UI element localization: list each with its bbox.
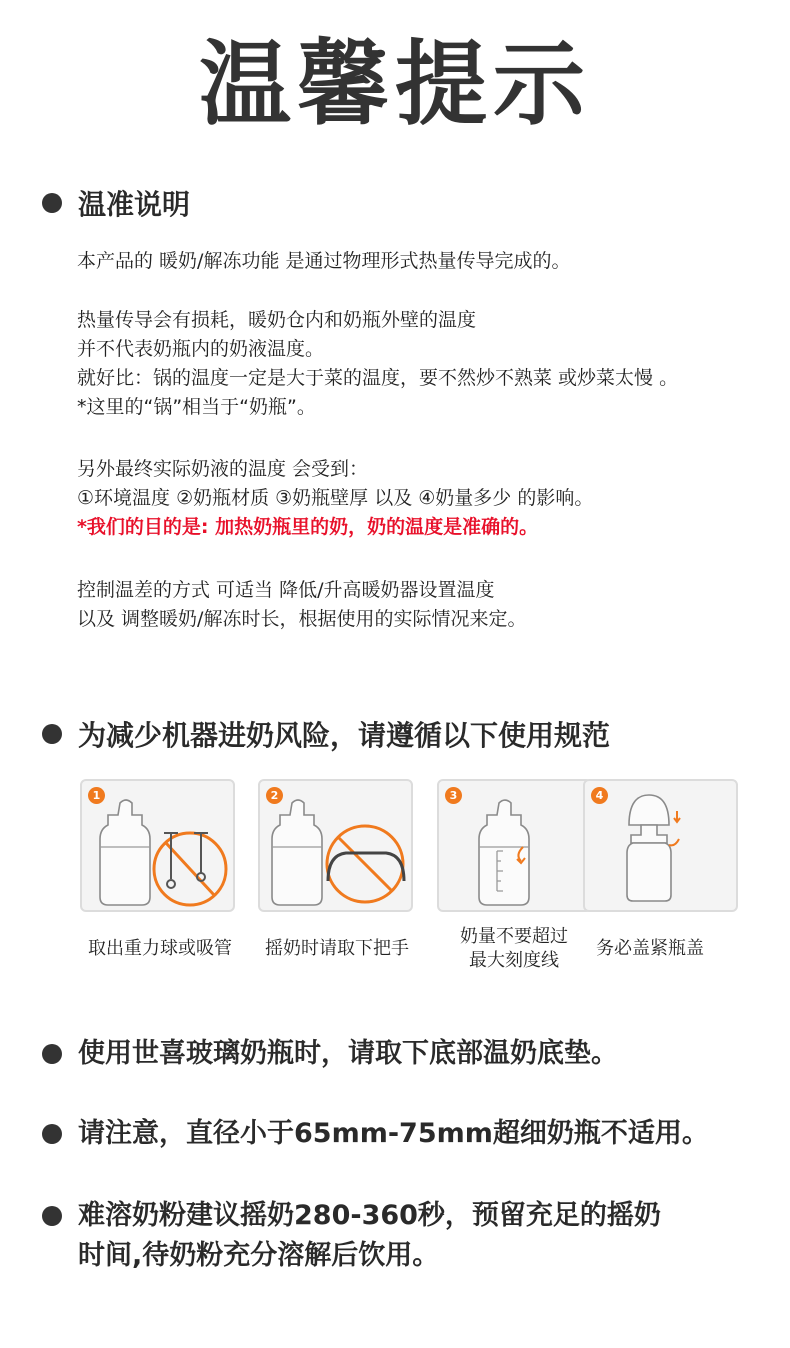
bullet-dot-icon [42,193,62,213]
step-number-badge: 3 [445,787,462,804]
paragraph-heat-loss [77,306,678,422]
text-line: 热量传导会有损耗，暖奶仓内和奶瓶外壁的温度 [77,309,477,331]
note-shaking-time [42,1196,661,1276]
bullet-dot-icon [42,1206,62,1226]
paragraph-intro [77,247,570,276]
text-line: 就好比：锅的温度一定是大于菜的温度，要不然炒不熟菜 或炒菜太慢 。 [77,367,679,389]
step-caption-1: 取出重力球或吸管 [88,938,232,959]
text-line: 本产品的 暖奶/解冻功能 是通过物理形式热量传导完成的。 [77,250,571,272]
paragraph-control [77,576,526,634]
step-number-badge: 4 [591,787,608,804]
text-line: 控制温差的方式 可适当 降低/升高暖奶器设置温度 [77,579,495,601]
step-number-badge: 2 [266,787,283,804]
step-card-3 [437,779,592,912]
note-text: 请注意，直径小于65mm-75mm超细奶瓶不适用。 [78,1118,709,1149]
text-line: ①环境温度 ②奶瓶材质 ③奶瓶壁厚 以及 ④奶量多少 的影响。 [77,487,594,509]
note-bottle-diameter [42,1114,709,1154]
step-caption-3 [434,925,594,973]
section-heading-usage [42,714,610,754]
text-line: 以及 调整暖奶/解冻时长，根据使用的实际情况来定。 [77,608,527,630]
step-number-badge: 1 [88,787,105,804]
warning-text: *我们的目的是: 加热奶瓶里的奶，奶的温度是准确的。 [77,516,539,538]
step-caption-4: 务必盖紧瓶盖 [596,938,704,959]
note-text: 难溶奶粉建议摇奶280-360秒，预留充足的摇奶 [78,1200,661,1231]
caption-line: 最大刻度线 [469,950,559,971]
text-line: *这里的“锅”相当于“奶瓶”。 [77,396,316,418]
text-line: 另外最终实际奶液的温度 会受到： [77,458,369,480]
page-title: 温馨提示 [198,31,591,138]
note-glass-bottle [42,1034,618,1074]
baby-bottle-icon [82,781,235,912]
step-card-2 [258,779,413,912]
section-heading-text: 温准说明 [78,188,191,221]
section-heading-text: 为减少机器进奶风险，请遵循以下使用规范 [78,719,611,752]
caption-line: 奶量不要超过 [460,926,568,947]
step-card-4 [583,779,738,912]
max-scale-icon [439,781,592,912]
bullet-dot-icon [42,1124,62,1144]
text-line: 并不代表奶瓶内的奶液温度。 [77,338,325,360]
step-card-1 [80,779,235,912]
note-text: 时间,待奶粉充分溶解后饮用。 [78,1240,440,1271]
section-heading-temperature [42,183,190,223]
step-caption-2: 摇奶时请取下把手 [265,938,409,959]
paragraph-factors [77,455,593,542]
note-text: 使用世喜玻璃奶瓶时，请取下底部温奶底垫。 [78,1038,618,1069]
bullet-dot-icon [42,1044,62,1064]
bullet-dot-icon [42,724,62,744]
no-handle-icon [260,781,413,912]
